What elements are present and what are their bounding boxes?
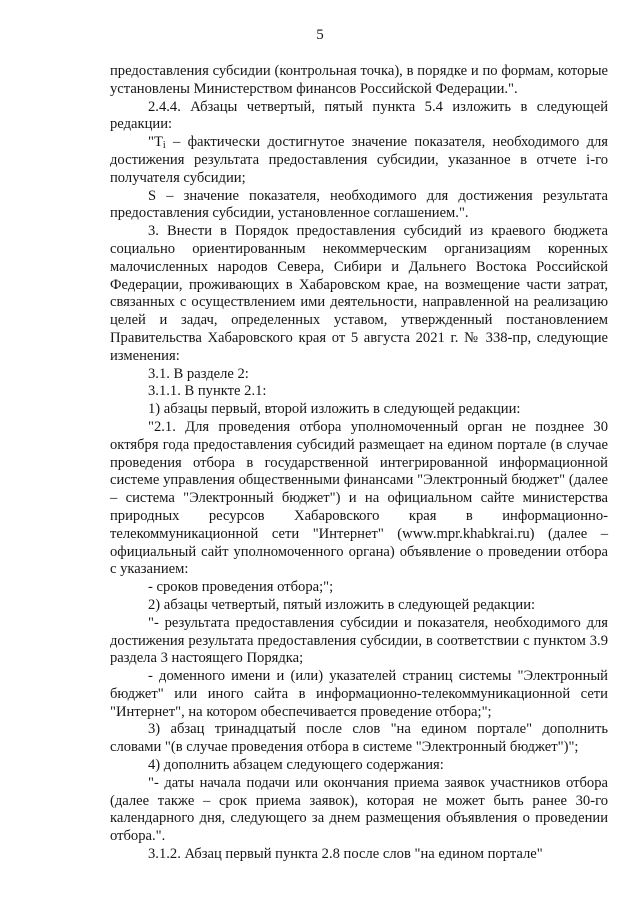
paragraph: 3. Внести в Порядок предоставления субсидий из краевого бюджета социально ориентированным некоммерческим организациям коренных малочисленных народов Севера, Сибири и Дальнего Востока Российской Федерации, проживающих в Хабаровском крае, на возмещение части затрат, связанных с осуществлением ими деятельности, направленной на реализацию целей и задач, определенных уставом, утвержденный постановлением Правительства Хабаровского края от 5 августа 2021 г. № 338-пр, следующие изменения: bbox=[110, 223, 608, 364]
page-number: 5 bbox=[316, 27, 324, 43]
paragraph: 3) абзац тринадцатый после слов "на едином портале" дополнить словами "(в случае проведения отбора в системе "Электронный бюджет")"; bbox=[110, 721, 608, 756]
paragraph: 4) дополнить абзацем следующего содержания: bbox=[148, 757, 444, 774]
paragraph: S – значение показателя, необходимого для достижения результата предоставления субсидии, установленное соглашением.". bbox=[110, 187, 608, 222]
paragraph: "- даты начала подачи или окончания приема заявок участников отбора (далее также – срок приема заявок), которая не может быть ранее 30-го календарного дня, следующего за днем размещения объявления о проведении отбора.". bbox=[110, 774, 608, 845]
formula-text: – фактически достигнутое значение показателя, необходимого для достижения результата предоставления субсидии, указанное в отчете i-го получателя субсидии; bbox=[110, 134, 608, 186]
formula-symbol: T bbox=[153, 134, 163, 151]
document-body bbox=[110, 63, 608, 864]
formula-subscript: i bbox=[162, 140, 166, 152]
paragraph: 2) абзацы четвертый, пятый изложить в следующей редакции: bbox=[148, 596, 536, 613]
formula-open-quote: " bbox=[148, 134, 154, 151]
paragraph: 3.1. В разделе 2: bbox=[148, 365, 249, 382]
paragraph: 3.1.1. В пункте 2.1: bbox=[148, 383, 267, 400]
paragraph: 1) абзацы первый, второй изложить в следующей редакции: bbox=[148, 401, 521, 418]
paragraph: 3.1.2. Абзац первый пункта 2.8 после слов "на едином портале" bbox=[148, 846, 543, 863]
paragraph-formula-ti bbox=[110, 134, 608, 187]
paragraph: предоставления субсидии (контрольная точка), в порядке и по формам, которые установлены Министерством финансов Российской Федерации.". bbox=[110, 63, 608, 97]
paragraph: - доменного имени и (или) указателей страниц системы "Электронный бюджет" или иного сайта в информационно-телекоммуникационной сети "Интернет", на котором обеспечивается проведение отбора;"; bbox=[110, 668, 608, 720]
paragraph: "2.1. Для проведения отбора уполномоченный орган не позднее 30 октября года предоставления субсидий размещает на едином портале (в случае проведения отбора в государственной интегрированной информационной системе управления общественными финансами "Электронный бюджет" (далее – система "Электронный бюджет") и на официальном сайте министерства природных ресурсов Хабаровского края в информационно-телекоммуникационной сети "Интернет" (www.mpr.khabkrai.ru) (далее – официальный сайт уполномоченного органа) объявление о проведении отбора с указанием: bbox=[110, 418, 608, 578]
paragraph: - сроков проведения отбора;"; bbox=[148, 579, 334, 596]
paragraph: 2.4.4. Абзацы четвертый, пятый пункта 5.4 изложить в следующей редакции: bbox=[110, 98, 608, 133]
paragraph: "- результата предоставления субсидии и показателя, необходимого для достижения результата предоставления субсидии, в соответствии с пунктом 3.9 раздела 3 настоящего Порядка; bbox=[110, 614, 608, 667]
